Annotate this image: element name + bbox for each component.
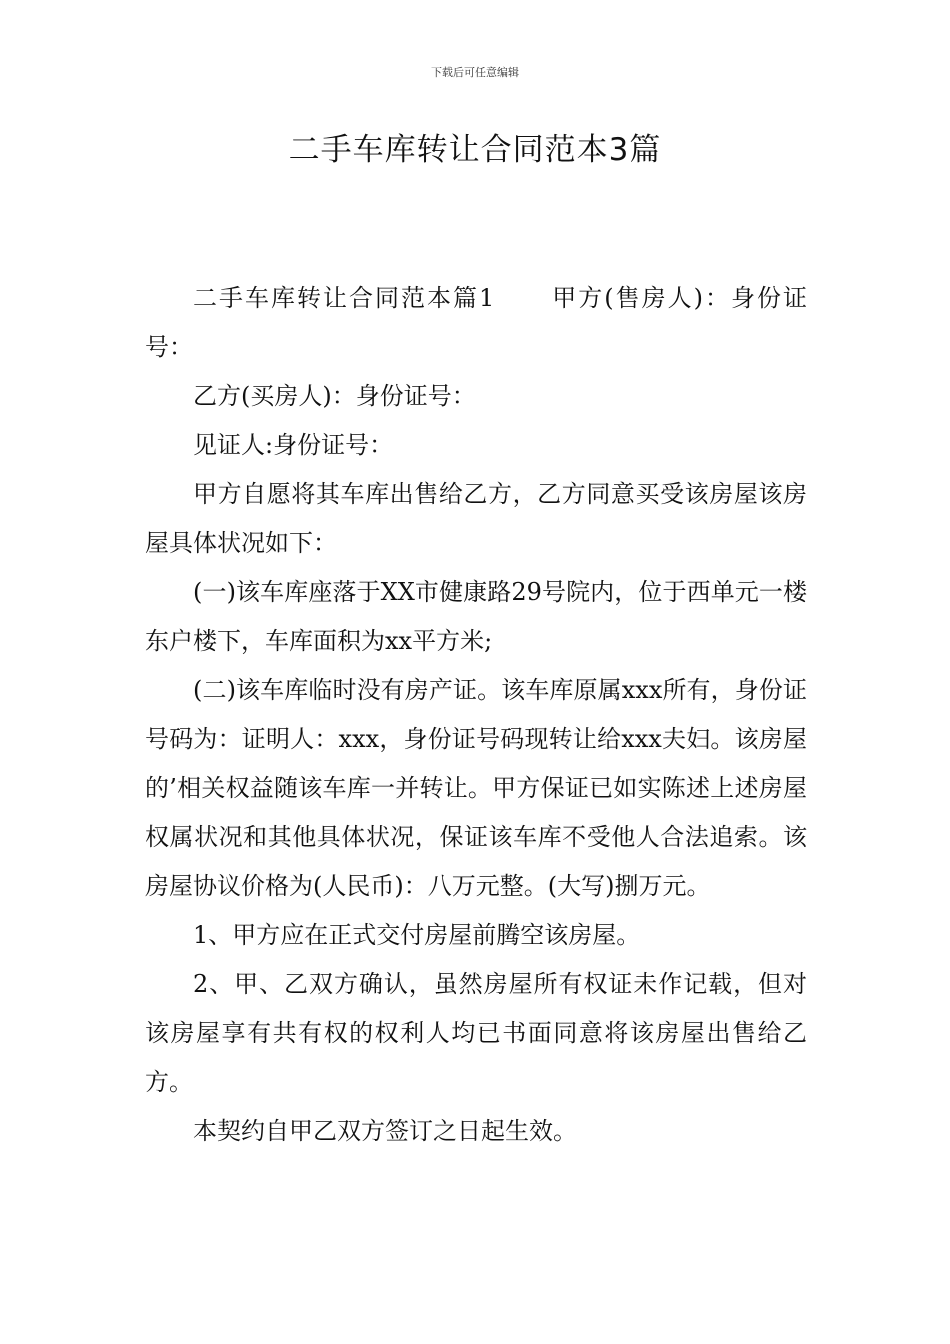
header-note: 下载后可任意编辑: [431, 66, 519, 79]
paragraph-ownership: (二)该车库临时没有房产证。该车库原属xxx所有，身份证号码为：证明人：xxx，身份证号码现转让给xxx夫妇。该房屋的’相关权益随该车库一并转让。甲方保证已如实陈述上述房屋权属状况和其他具体状况，保证该车库不受他人合法追索。该房屋协议价格为(人民币)：八万元整。(大写)捌万元。: [145, 676, 807, 900]
paragraph-location: (一)该车库座落于XX市健康路29号院内，位于西单元一楼东户楼下，车库面积为xx平方米;: [145, 578, 807, 655]
paragraph-sale-statement: 甲方自愿将其车库出售给乙方，乙方同意买受该房屋该房屋具体状况如下：: [145, 480, 807, 557]
party-a-line: 甲方(售房人)：身份证号：: [145, 284, 807, 361]
section-heading: 二手车库转让合同范本篇1: [193, 284, 495, 312]
paragraph-intro: [145, 274, 807, 372]
page-title: 二手车库转让合同范本3篇: [288, 132, 662, 168]
paragraph-effective: 本契约自甲乙双方签订之日起生效。: [193, 1117, 577, 1145]
paragraph-party-b: 乙方(买房人)：身份证号：: [193, 382, 476, 410]
paragraph-clause-1: 1、甲方应在正式交付房屋前腾空该房屋。: [193, 921, 641, 949]
paragraph-witness: 见证人:身份证号：: [193, 431, 394, 459]
paragraph-clause-2: 2、甲、乙双方确认，虽然房屋所有权证未作记载，但对该房屋享有共有权的权利人均已书面同意将该房屋出售给乙方。: [145, 970, 807, 1096]
document-body: [145, 274, 807, 1156]
